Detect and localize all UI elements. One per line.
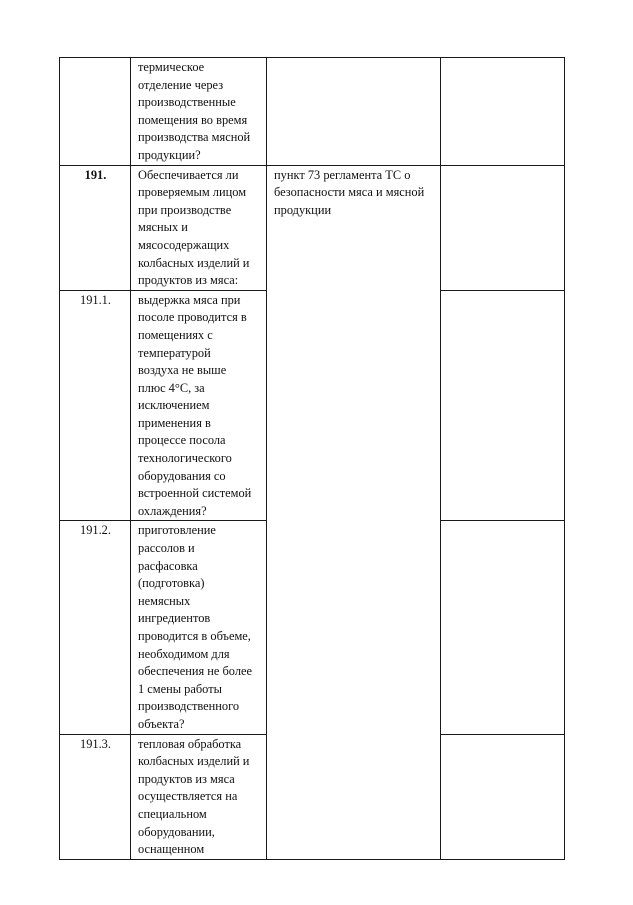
question-text: термическое отделение через производственные помещения во время производства мясной продукции? [138,60,251,162]
row-number [60,58,131,166]
reference-cell [267,58,441,166]
table-row [60,58,565,166]
question-cell [131,521,267,734]
question-cell [131,734,267,859]
note-cell [441,521,565,734]
checklist-table [59,57,565,860]
note-cell [441,290,565,521]
note-cell [441,734,565,859]
question-text: Обеспечивается ли проверяемым лицом при производстве мясных и мясосодержащих колбасных изделий и продуктов из мяса: [138,167,250,288]
question-text: приготовление рассолов и расфасовка (подготовка) немясных ингредиентов проводится в объеме, необходимом для обеспечения не более 1 смены работы производственного объекта? [138,523,253,731]
note-cell [441,58,565,166]
row-number: 191. [60,165,131,290]
table-row [60,165,565,290]
row-number: 191.2. [60,521,131,734]
reference-text: пункт 73 регламента ТС о безопасности мяса и мясной продукции [274,167,425,217]
question-cell [131,290,267,521]
question-cell [131,58,267,166]
question-text: тепловая обработка колбасных изделий и продуктов из мяса осуществляется на специальном оборудовании, оснащенном [138,736,250,857]
question-text: выдержка мяса при посоле проводится в помещениях с температурой воздуха не выше плюс 4°С, за исключением применения в процессе посола технологического оборудования со встроенной системой охлаждения? [138,292,252,518]
question-cell [131,165,267,290]
note-cell [441,165,565,290]
row-number: 191.1. [60,290,131,521]
reference-cell [267,165,441,859]
row-number: 191.3. [60,734,131,859]
